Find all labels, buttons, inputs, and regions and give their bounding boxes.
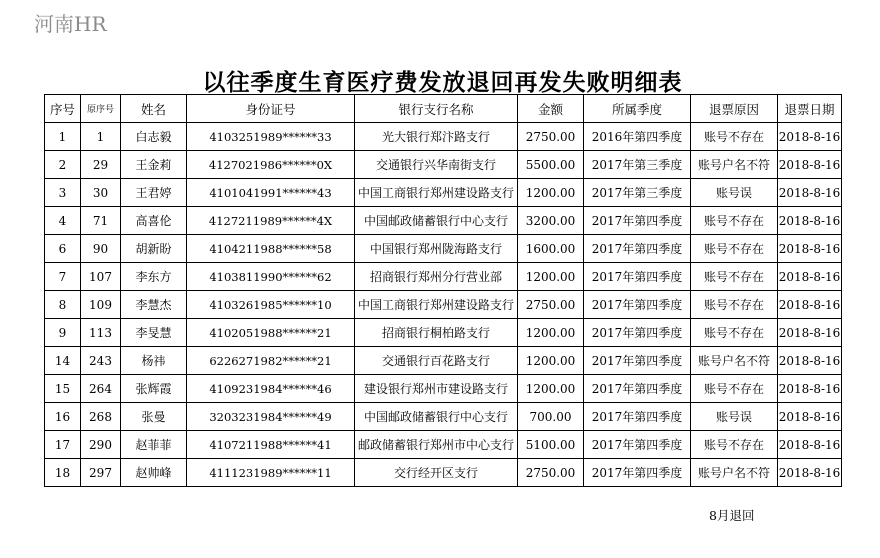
cell-original-index: 264: [81, 375, 121, 403]
cell-bank-branch: 中国工商银行郑州建设路支行: [355, 179, 518, 207]
cell-id-number: 4111231989******11: [187, 459, 355, 487]
table-row: [45, 319, 842, 347]
table-header-row: [45, 95, 842, 123]
cell-name: 杨祎: [121, 347, 187, 375]
cell-id-number: 3203231984******49: [187, 403, 355, 431]
cell-id-number: 6226271982******21: [187, 347, 355, 375]
cell-refund-date: 2018-8-16: [778, 291, 842, 319]
cell-refund-reason: 账号不存在: [691, 319, 778, 347]
cell-amount: 2750.00: [518, 459, 584, 487]
cell-index: 6: [45, 235, 81, 263]
cell-index: 17: [45, 431, 81, 459]
cell-refund-date: 2018-8-16: [778, 151, 842, 179]
cell-id-number: 4103251989******33: [187, 123, 355, 151]
cell-quarter: 2017年第四季度: [584, 347, 691, 375]
cell-refund-date: 2018-8-16: [778, 431, 842, 459]
cell-name: 王金莉: [121, 151, 187, 179]
cell-original-index: 30: [81, 179, 121, 207]
cell-original-index: 297: [81, 459, 121, 487]
cell-amount: 2750.00: [518, 291, 584, 319]
cell-original-index: 109: [81, 291, 121, 319]
table-row: [45, 431, 842, 459]
cell-amount: 700.00: [518, 403, 584, 431]
cell-quarter: 2017年第四季度: [584, 235, 691, 263]
header-cell-refund-reason: 退票原因: [691, 95, 778, 123]
cell-original-index: 107: [81, 263, 121, 291]
table-row: [45, 375, 842, 403]
cell-bank-branch: 交通银行兴华南街支行: [355, 151, 518, 179]
cell-index: 14: [45, 347, 81, 375]
cell-refund-reason: 账号不存在: [691, 375, 778, 403]
cell-refund-reason: 账号不存在: [691, 263, 778, 291]
cell-quarter: 2017年第四季度: [584, 459, 691, 487]
table-row: [45, 235, 842, 263]
cell-refund-date: 2018-8-16: [778, 375, 842, 403]
table-row: [45, 179, 842, 207]
refund-detail-table: [44, 94, 842, 487]
table-body: [45, 123, 842, 487]
table-row: [45, 459, 842, 487]
table-row: [45, 263, 842, 291]
cell-bank-branch: 交通银行百花路支行: [355, 347, 518, 375]
cell-id-number: 4107211988******41: [187, 431, 355, 459]
cell-amount: 1200.00: [518, 347, 584, 375]
cell-name: 李旻慧: [121, 319, 187, 347]
cell-refund-reason: 账号不存在: [691, 123, 778, 151]
cell-bank-branch: 中国工商银行郑州建设路支行: [355, 291, 518, 319]
cell-refund-date: 2018-8-16: [778, 263, 842, 291]
cell-amount: 2750.00: [518, 123, 584, 151]
document-title: 以往季度生育医疗费发放退回再发失败明细表: [202, 69, 683, 96]
cell-quarter: 2017年第四季度: [584, 207, 691, 235]
cell-original-index: 113: [81, 319, 121, 347]
cell-refund-date: 2018-8-16: [778, 459, 842, 487]
cell-index: 1: [45, 123, 81, 151]
cell-index: 4: [45, 207, 81, 235]
cell-quarter: 2016年第四季度: [584, 123, 691, 151]
cell-bank-branch: 邮政储蓄银行郑州市中心支行: [355, 431, 518, 459]
cell-bank-branch: 招商银行郑州分行营业部: [355, 263, 518, 291]
cell-bank-branch: 建设银行郑州市建设路支行: [355, 375, 518, 403]
cell-quarter: 2017年第三季度: [584, 179, 691, 207]
cell-bank-branch: 中国邮政储蓄银行中心支行: [355, 403, 518, 431]
header-cell-index: 序号: [45, 95, 81, 123]
cell-refund-date: 2018-8-16: [778, 235, 842, 263]
cell-bank-branch: 交行经开区支行: [355, 459, 518, 487]
cell-refund-date: 2018-8-16: [778, 403, 842, 431]
cell-amount: 5100.00: [518, 431, 584, 459]
cell-original-index: 290: [81, 431, 121, 459]
table-row: [45, 347, 842, 375]
cell-refund-reason: 账号户名不符: [691, 347, 778, 375]
cell-amount: 1600.00: [518, 235, 584, 263]
cell-name: 赵菲菲: [121, 431, 187, 459]
cell-name: 张辉霞: [121, 375, 187, 403]
cell-quarter: 2017年第四季度: [584, 375, 691, 403]
cell-index: 16: [45, 403, 81, 431]
cell-amount: 3200.00: [518, 207, 584, 235]
cell-refund-reason: 账号不存在: [691, 431, 778, 459]
cell-index: 18: [45, 459, 81, 487]
cell-amount: 5500.00: [518, 151, 584, 179]
cell-index: 9: [45, 319, 81, 347]
table-row: [45, 123, 842, 151]
header-cell-amount: 金额: [518, 95, 584, 123]
cell-id-number: 4103811990******62: [187, 263, 355, 291]
cell-bank-branch: 光大银行郑汴路支行: [355, 123, 518, 151]
cell-refund-date: 2018-8-16: [778, 207, 842, 235]
cell-name: 赵帅峰: [121, 459, 187, 487]
header-cell-id-number: 身份证号: [187, 95, 355, 123]
cell-id-number: 4127211989******4X: [187, 207, 355, 235]
cell-id-number: 4104211988******58: [187, 235, 355, 263]
cell-index: 8: [45, 291, 81, 319]
footer-note: 8月退回: [709, 508, 755, 523]
cell-amount: 1200.00: [518, 179, 584, 207]
cell-name: 张曼: [121, 403, 187, 431]
cell-index: 15: [45, 375, 81, 403]
table-row: [45, 403, 842, 431]
cell-refund-reason: 账号户名不符: [691, 459, 778, 487]
cell-original-index: 1: [81, 123, 121, 151]
header-cell-quarter: 所属季度: [584, 95, 691, 123]
table-row: [45, 151, 842, 179]
cell-refund-reason: 账号不存在: [691, 291, 778, 319]
cell-id-number: 4109231984******46: [187, 375, 355, 403]
cell-original-index: 29: [81, 151, 121, 179]
header-cell-original-index: 原序号: [81, 95, 121, 123]
cell-quarter: 2017年第四季度: [584, 263, 691, 291]
cell-name: 高喜伦: [121, 207, 187, 235]
cell-bank-branch: 中国银行郑州陇海路支行: [355, 235, 518, 263]
cell-name: 王君婷: [121, 179, 187, 207]
cell-quarter: 2017年第四季度: [584, 319, 691, 347]
cell-name: 李慧杰: [121, 291, 187, 319]
cell-id-number: 4101041991******43: [187, 179, 355, 207]
cell-refund-date: 2018-8-16: [778, 347, 842, 375]
header-cell-name: 姓名: [121, 95, 187, 123]
header-cell-bank-branch: 银行支行名称: [355, 95, 518, 123]
cell-quarter: 2017年第三季度: [584, 151, 691, 179]
cell-amount: 1200.00: [518, 263, 584, 291]
cell-quarter: 2017年第四季度: [584, 431, 691, 459]
cell-refund-date: 2018-8-16: [778, 319, 842, 347]
cell-original-index: 90: [81, 235, 121, 263]
cell-refund-reason: 账号不存在: [691, 207, 778, 235]
cell-id-number: 4102051988******21: [187, 319, 355, 347]
cell-bank-branch: 招商银行桐柏路支行: [355, 319, 518, 347]
cell-name: 白志毅: [121, 123, 187, 151]
cell-id-number: 4103261985******10: [187, 291, 355, 319]
cell-index: 3: [45, 179, 81, 207]
cell-refund-date: 2018-8-16: [778, 123, 842, 151]
cell-amount: 1200.00: [518, 375, 584, 403]
cell-index: 7: [45, 263, 81, 291]
table-row: [45, 207, 842, 235]
cell-bank-branch: 中国邮政储蓄银行中心支行: [355, 207, 518, 235]
cell-name: 胡新盼: [121, 235, 187, 263]
cell-refund-date: 2018-8-16: [778, 179, 842, 207]
cell-quarter: 2017年第四季度: [584, 403, 691, 431]
cell-original-index: 71: [81, 207, 121, 235]
cell-original-index: 243: [81, 347, 121, 375]
cell-refund-reason: 账号不存在: [691, 235, 778, 263]
cell-refund-reason: 账号误: [691, 179, 778, 207]
header-cell-refund-date: 退票日期: [778, 95, 842, 123]
cell-id-number: 4127021986******0X: [187, 151, 355, 179]
cell-quarter: 2017年第四季度: [584, 291, 691, 319]
cell-name: 李东方: [121, 263, 187, 291]
table-row: [45, 291, 842, 319]
watermark: 河南HR: [34, 12, 107, 36]
cell-refund-reason: 账号误: [691, 403, 778, 431]
cell-amount: 1200.00: [518, 319, 584, 347]
cell-refund-reason: 账号户名不符: [691, 151, 778, 179]
cell-index: 2: [45, 151, 81, 179]
cell-original-index: 268: [81, 403, 121, 431]
